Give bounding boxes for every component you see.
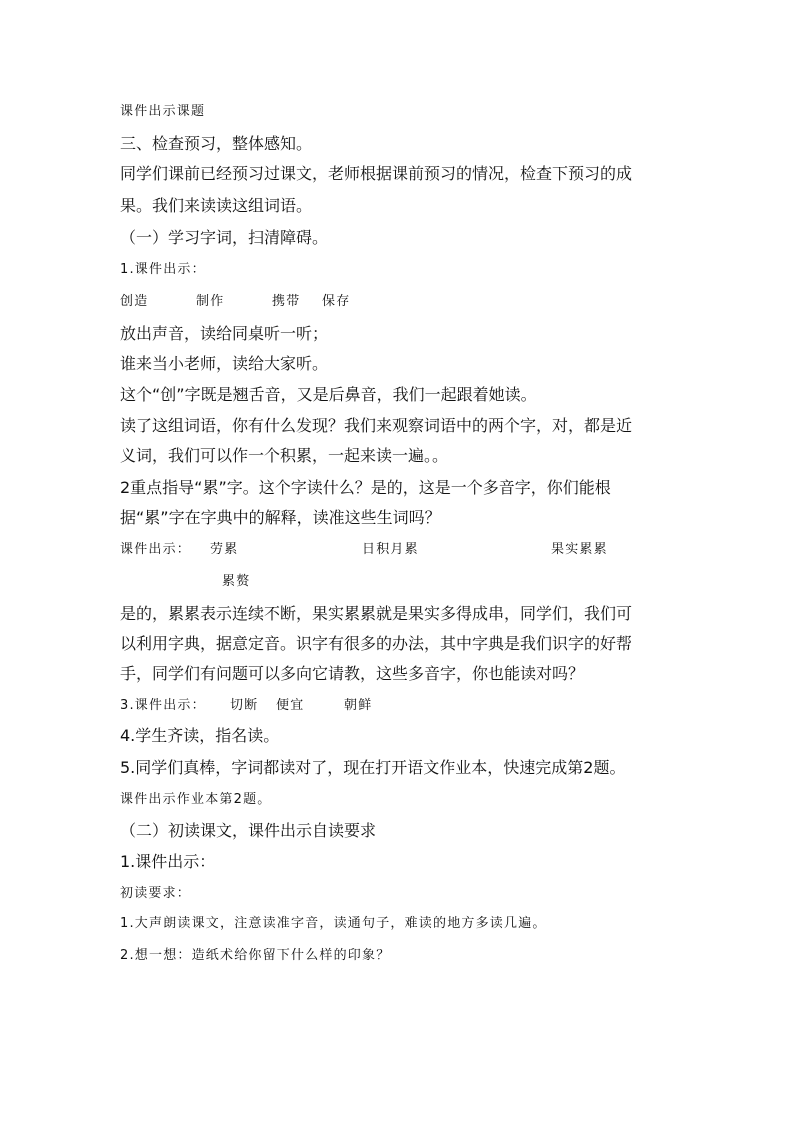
word-item: 果实累累 [551, 542, 608, 557]
word-item: 便宜 [276, 698, 305, 713]
paragraph-line: 5.同学们真棒，字词都读对了，现在打开语文作业本，快速完成第2题。 [120, 758, 626, 777]
paragraph-line: 谁来当小老师，读给大家听。 [120, 354, 329, 373]
slide-note-prefix: 课件出示： [120, 542, 192, 557]
word-item: 保存 [322, 294, 351, 309]
reading-requirement-item: 2.想一想：造纸术给你留下什么样的印象？ [120, 948, 391, 963]
word-item: 制作 [196, 294, 225, 309]
slide-note: 1.课件出示： [120, 262, 206, 277]
paragraph-line: 放出声音，读给同桌听一听； [120, 324, 329, 343]
paragraph-line: 4.学生齐读，指名读。 [120, 726, 280, 745]
paragraph-line: 是的，累累表示连续不断，果实累累就是果实多得成串，同学们，我们可 [120, 604, 633, 623]
paragraph-line: 2重点指导“累”字。这个字读什么？是的，这是一个多音字，你们能根 [120, 478, 611, 497]
slide-word-list [120, 540, 690, 560]
slide-word-list [120, 696, 690, 716]
paragraph-line: 手，同学们有问题可以多向它请教，这些多音字，你也能读对吗？ [120, 664, 585, 683]
word-item: 创造 [120, 294, 149, 309]
subsection-heading-2: （二）初读课文，课件出示自读要求 [120, 821, 377, 840]
reading-requirement-item: 1.大声朗读课文，注意读准字音，读通句子，难读的地方多读几遍。 [120, 916, 547, 931]
word-item: 劳累 [210, 542, 239, 557]
subsection-heading-1: （一）学习字词，扫清障碍。 [120, 228, 329, 247]
paragraph-line: 1.课件出示： [120, 852, 216, 871]
word-item: 切断 [230, 698, 259, 713]
paragraph-line: 果。我们来读读这组词语。 [120, 196, 313, 215]
slide-note: 课件出示作业本第2题。 [120, 792, 272, 807]
paragraph-line: 读了这组词语，你有什么发现？我们来观察词语中的两个字，对，都是近 [120, 416, 633, 435]
word-item: 累赘 [222, 574, 251, 589]
paragraph-line: 同学们课前已经预习过课文，老师根据课前预习的情况，检查下预习的成 [120, 164, 633, 183]
word-list [120, 292, 690, 312]
word-item: 日积月累 [362, 542, 419, 557]
paragraph-line: 据“累”字在字典中的解释，读准这些生词吗？ [120, 508, 441, 527]
reading-requirements-title: 初读要求： [120, 886, 192, 901]
section-heading-3: 三、检查预习，整体感知。 [120, 134, 313, 153]
word-item: 朝鲜 [344, 698, 373, 713]
word-item: 携带 [272, 294, 301, 309]
paragraph-line: 这个“创”字既是翘舌音，又是后鼻音，我们一起跟着她读。 [120, 385, 537, 404]
slide-note-prefix: 3.课件出示： [120, 698, 206, 713]
paragraph-line: 义词，我们可以作一个积累，一起来读一遍。。 [120, 446, 449, 465]
paragraph-line: 以利用字典，据意定音。识字有很多的办法，其中字典是我们识字的好帮 [120, 634, 633, 653]
slide-topic-note: 课件出示课题 [120, 104, 206, 119]
